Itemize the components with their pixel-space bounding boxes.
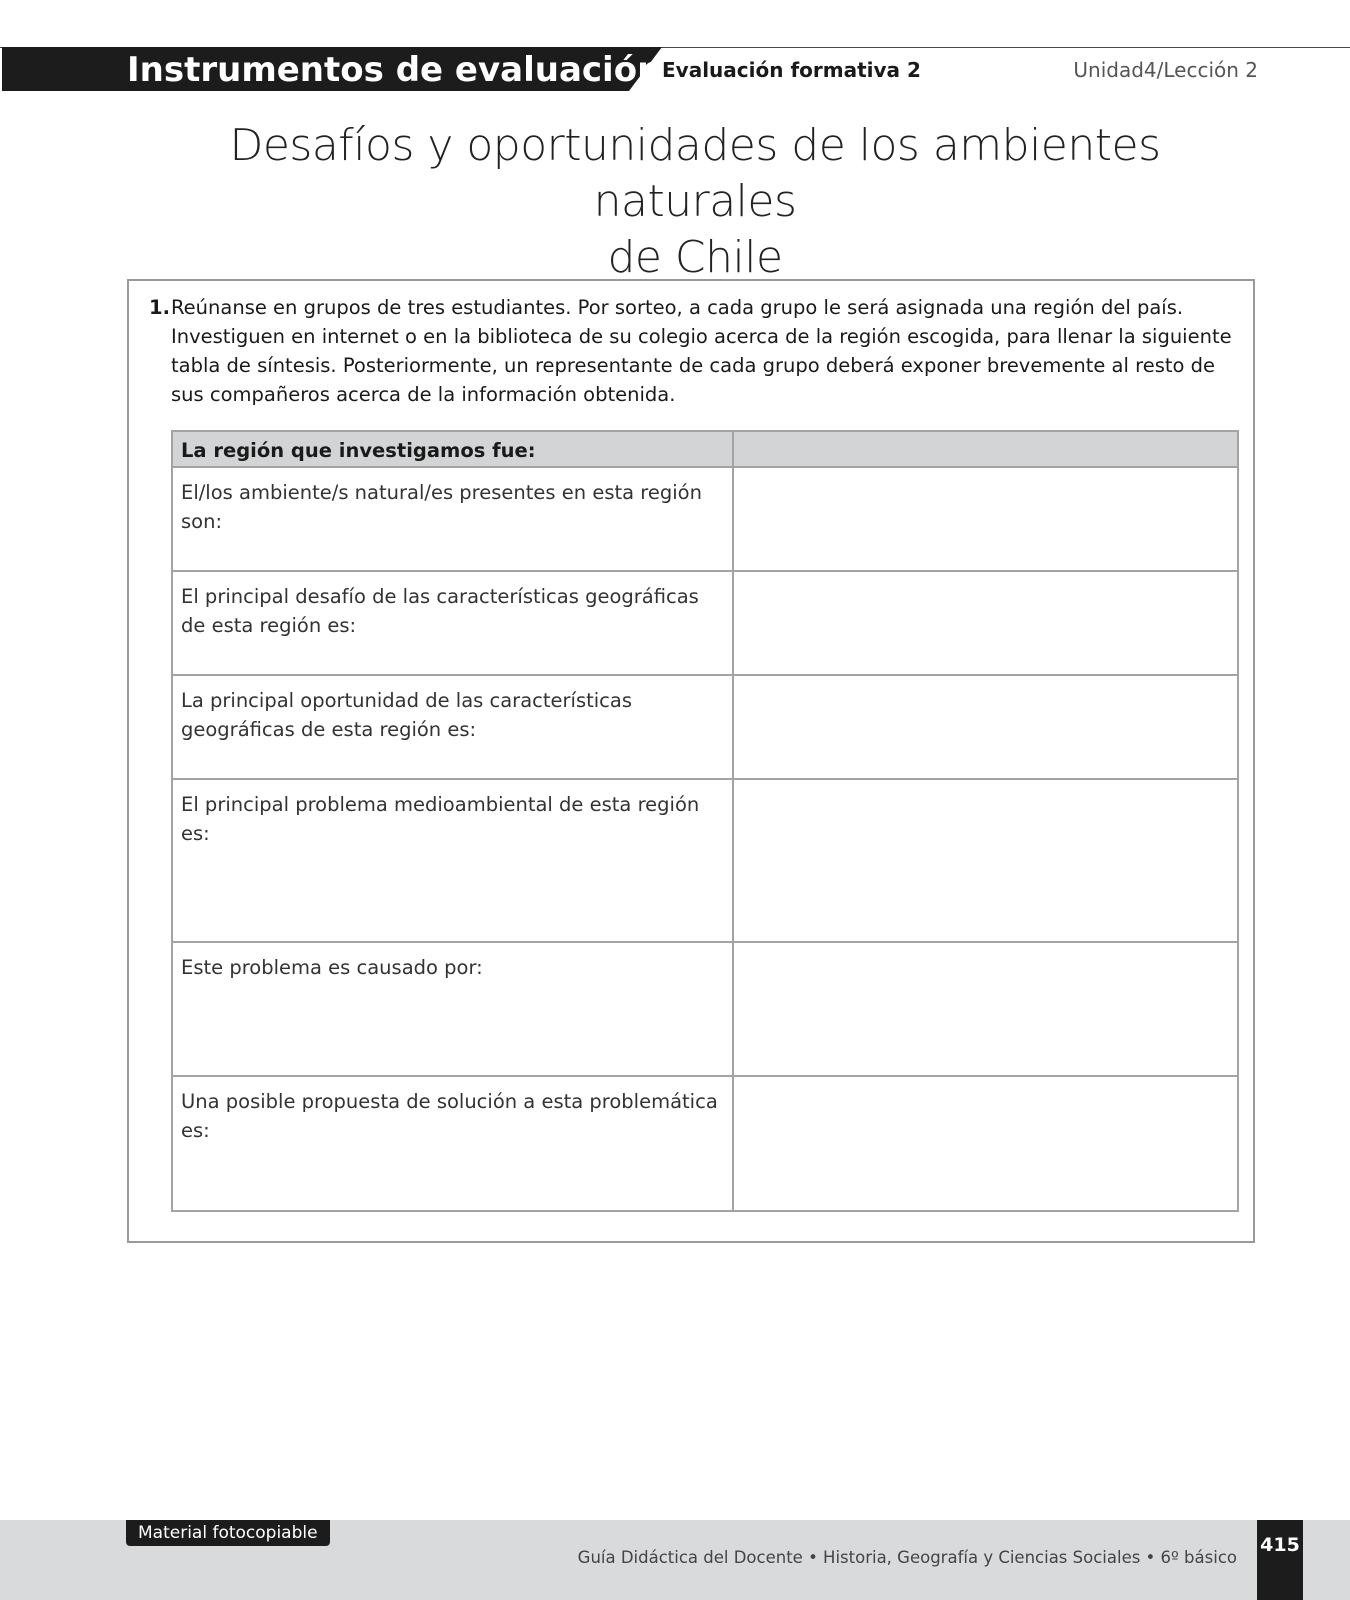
answer-cell-environmental-problem[interactable]: [733, 779, 1238, 942]
synthesis-table: [171, 430, 1239, 1212]
page-title-line-2: de Chile: [607, 232, 783, 283]
table-header-row: [172, 431, 1238, 467]
region-answer-cell[interactable]: [733, 431, 1238, 467]
table-header-label: La región que investigamos fue:: [172, 431, 733, 467]
activity-instructions-text: Reúnanse en grupos de tres estudiantes. Por sorteo, a cada grupo le será asignada una región del país. Investiguen en internet o en la biblioteca de su colegio acerca de la región escogida, para llenar la siguiente tabla de síntesis. Posteriormente, un representante de cada grupo deberá exponer brevemente al resto de sus compañeros acerca de la información obtenida.: [171, 296, 1232, 406]
row-label-natural-environments: El/los ambiente/s natural/es presentes en esta región son:: [172, 467, 733, 571]
page-title-line-1: Desafíos y oportunidades de los ambientes naturales: [229, 120, 1161, 227]
unit-lesson-label: Unidad4/Lección 2: [1073, 58, 1258, 82]
page-footer: [0, 1520, 1350, 1600]
table-row: [172, 942, 1238, 1076]
activity-box: [127, 279, 1255, 1243]
table-row: [172, 571, 1238, 675]
table-row: [172, 467, 1238, 571]
section-title: Instrumentos de evaluación: [127, 50, 662, 90]
row-label-environmental-problem: El principal problema medioambiental de esta región es:: [172, 779, 733, 942]
activity-instructions: [149, 293, 1237, 409]
table-row: [172, 1076, 1238, 1211]
evaluation-subtitle: Evaluación formativa 2: [662, 58, 921, 82]
answer-cell-problem-cause[interactable]: [733, 942, 1238, 1076]
table-row: [172, 675, 1238, 779]
answer-cell-main-opportunity[interactable]: [733, 675, 1238, 779]
table-row: [172, 779, 1238, 942]
row-label-main-opportunity: La principal oportunidad de las características geográficas de esta región es:: [172, 675, 733, 779]
answer-cell-proposed-solution[interactable]: [733, 1076, 1238, 1211]
page-number: 415: [1257, 1520, 1303, 1600]
activity-number: 1.: [149, 296, 170, 319]
row-label-problem-cause: Este problema es causado por:: [172, 942, 733, 1076]
page-header: [0, 0, 1350, 100]
photocopiable-badge: Material fotocopiable: [126, 1520, 330, 1546]
answer-cell-main-challenge[interactable]: [733, 571, 1238, 675]
row-label-proposed-solution: Una posible propuesta de solución a esta problemática es:: [172, 1076, 733, 1211]
footer-book-title: Guía Didáctica del Docente • Historia, Geografía y Ciencias Sociales • 6º básico: [577, 1548, 1237, 1567]
page-title: [130, 118, 1260, 286]
answer-cell-natural-environments[interactable]: [733, 467, 1238, 571]
row-label-main-challenge: El principal desafío de las características geográficas de esta región es:: [172, 571, 733, 675]
